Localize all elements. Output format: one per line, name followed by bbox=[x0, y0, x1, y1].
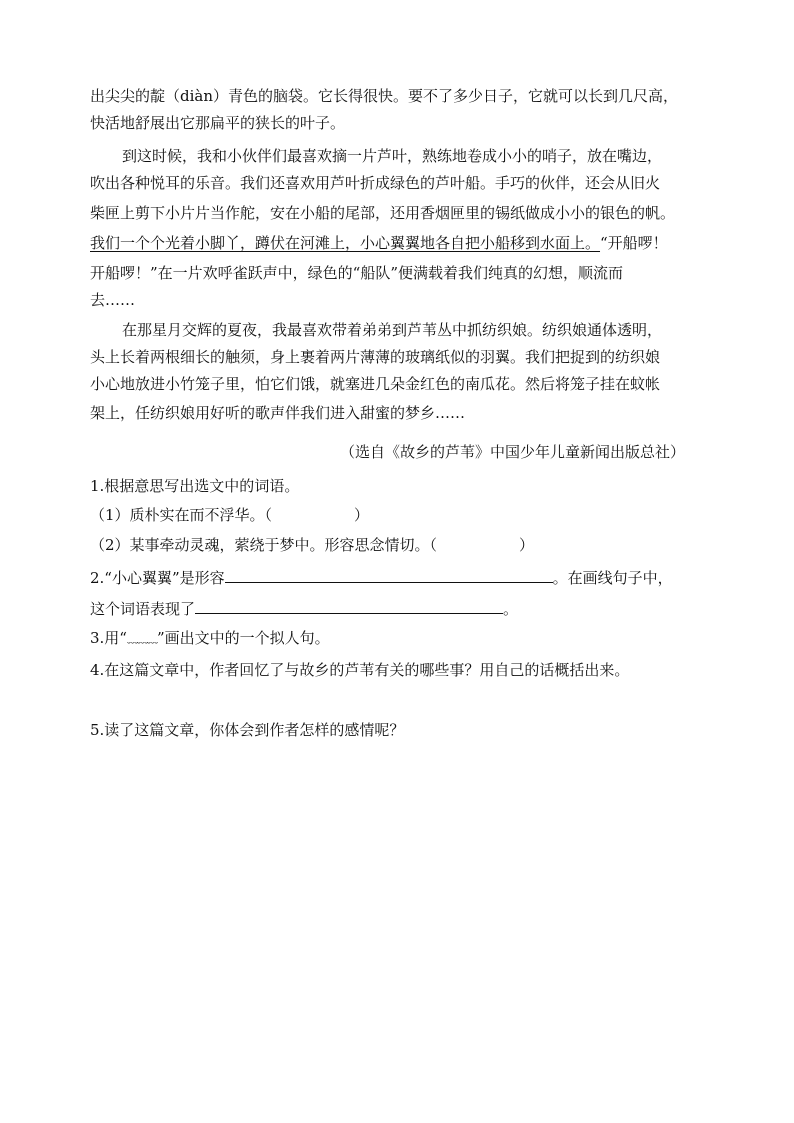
passage-p2-line2: 吹出各种悦耳的乐音。我们还喜欢用芦叶折成绿色的芦叶船。手巧的伙伴，还会从旧火 bbox=[90, 174, 661, 192]
question-3 bbox=[90, 628, 330, 650]
question-3-text: 3.用“ bbox=[90, 629, 127, 647]
question-2-line2 bbox=[90, 597, 518, 619]
question-1a bbox=[90, 505, 369, 527]
passage-p2-line1: 到这时候，我和小伙伴们最喜欢摘一片芦叶，熟练地卷成小小的哨子，放在嘴边， bbox=[122, 147, 663, 165]
question-2-text-2: 这个词语表现了 bbox=[90, 600, 196, 618]
question-5: 5.读了这篇文章，你体会到作者怎样的感情呢？ bbox=[90, 721, 405, 739]
question-2-line1 bbox=[90, 566, 673, 588]
passage-p3-line3: 小心地放进小竹笼子里，怕它们饿，就塞进几朵金红色的南瓜花。然后将笼子挂在蚊帐 bbox=[90, 375, 661, 393]
question-4-answer-area[interactable] bbox=[90, 684, 700, 716]
passage-p2-line6: 去…… bbox=[90, 291, 136, 309]
question-1b-text: （2）某事牵动灵魂，萦绕于梦中。形容思念情切。（ bbox=[90, 536, 438, 554]
passage-p3-line1: 在那星月交辉的夏夜，我最喜欢带着弟弟到芦苇丛中抓纺织娘。纺织娘通体透明， bbox=[122, 321, 663, 339]
question-4: 4.在这篇文章中，作者回忆了与故乡的芦苇有关的哪些事？用自己的话概括出来。 bbox=[90, 661, 630, 679]
question-2-blank-2[interactable] bbox=[195, 597, 503, 614]
underlined-sentence: 我们一个个光着小脚丫，蹲伏在河滩上，小心翼翼地各自把小船移到水面上。 bbox=[90, 234, 601, 252]
question-2-text-cont: 。在画线句子中， bbox=[552, 569, 673, 587]
question-5-answer-area[interactable] bbox=[90, 746, 700, 866]
question-2-blank-1[interactable] bbox=[225, 566, 553, 583]
question-1-stem: 1.根据意思写出选文中的词语。 bbox=[90, 477, 300, 495]
question-1a-text: （1）质朴实在而不浮华。（ bbox=[90, 506, 273, 524]
passage-p3-line4: 架上，任纺织娘用好听的歌声伴我们进入甜蜜的梦乡…… bbox=[90, 404, 466, 422]
passage-p1-line1: 出尖尖的靛（diàn）青色的脑袋。它长得很快。要不了多少日子，它就可以长到几尺高， bbox=[90, 87, 679, 105]
passage-p3-line2: 头上长着两根细长的触须，身上裹着两片薄薄的玻璃纸似的羽翼。我们把捉到的纺织娘 bbox=[90, 348, 661, 366]
passage-p2-line5: 开船啰！”在一片欢呼雀跃声中，绿色的“船队”便满载着我们纯真的幻想，顺流而 bbox=[90, 264, 624, 282]
question-1a-close: ） bbox=[354, 506, 370, 524]
question-1b-close: ） bbox=[519, 536, 535, 554]
passage-p2-line3: 柴匣上剪下小片片当作舵，安在小船的尾部，还用香烟匣里的锡纸做成小小的银色的帆。 bbox=[90, 204, 676, 222]
question-2-period: 。 bbox=[503, 600, 519, 618]
question-3-text-cont: ”画出文中的一个拟人句。 bbox=[156, 629, 330, 647]
question-1b bbox=[90, 535, 534, 557]
passage-p2-line4 bbox=[90, 233, 668, 255]
passage-p1-line2: 快活地舒展出它那扁平的狭长的叶子。 bbox=[90, 114, 346, 132]
passage-source: （选自《故乡的芦苇》中国少年儿童新闻出版总社） bbox=[340, 443, 686, 461]
passage-p2-line4-rest: “开船啰！ bbox=[600, 234, 668, 252]
question-2-text: 2.“小心翼翼”是形容 bbox=[90, 569, 225, 587]
wavy-underline-mark: ﹏﹏﹏ bbox=[126, 632, 157, 645]
